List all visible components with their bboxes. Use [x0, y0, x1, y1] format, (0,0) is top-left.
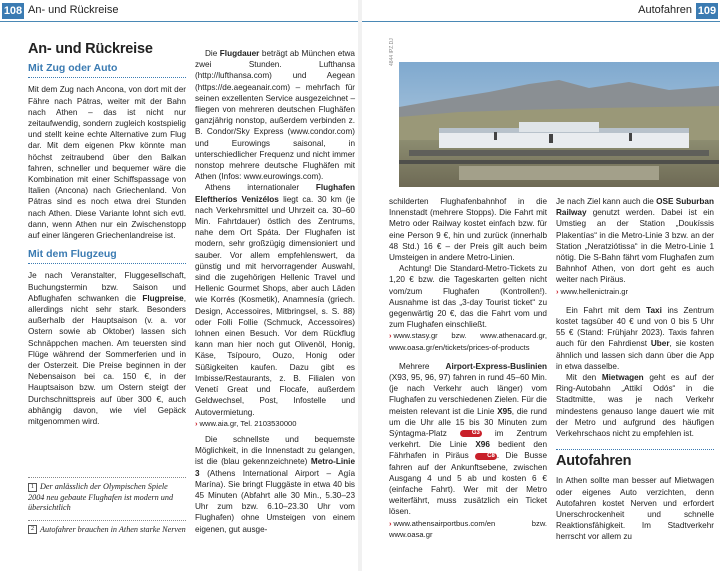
section-heading-train-car: Mit Zug oder Auto [28, 63, 186, 78]
caption-number: 1 [28, 483, 37, 492]
right-page-number: 109 [697, 5, 717, 17]
paragraph: Die Flugdauer beträgt ab München etwa zwei Stunden. Lufthansa (http://lufthansa.com) und Aegean (https://de.aegeanair.com) – mehrfach für seinen exzellenten Service ausgezeichnet – fliegen von mehreren deutschen Flughäfen ganzjährig nonstop, außerdem verbinden z. B. Condor/Sky Express (www.condor.com) und Eurowings saisonal, in unterschiedlicher Frequenz und nicht immer nonstop mehrere deutsche Flughäfen mit Athen (Infos: www.eurowings.com). [195, 49, 355, 182]
arrow-icon: › [195, 418, 198, 428]
right-page-header [362, 0, 720, 22]
column-2 [195, 48, 355, 535]
section-title-autofahren: Autofahren [556, 449, 714, 467]
column-1 [28, 42, 186, 535]
map-grid-badge: C8 [475, 453, 497, 460]
paragraph: Achtung! Die Standard-Metro-Tickets zu 1,20 € bzw. die Tageskarten gelten nicht vom/zum Flughafen (Kontrollen!). Ausnahme ist das „3-day Tourist ticket“ zu gegenwärtig 20 €, das die Fahrt vom und zum Flughafen einschließt. [389, 264, 547, 330]
photo-credit: 4844 IPZ.DJ [389, 38, 395, 66]
info-link[interactable]: › www.hellenictrain.gr [556, 286, 629, 296]
paragraph: schilderten Flughafenbahnhof in die Innenstadt (mehrere Stopps). Die Fahrt mit Metro oder Railway kostet einfach bzw. für eine Person 9 €, hin und zurück (innerhalb 48 Std.) 16 € – der Preis gilt auch beim Umsteigen in andere Metro-Linien. [389, 197, 547, 263]
column-3 [389, 196, 547, 540]
paragraph: Mehrere Airport-Express-Buslinien (X93, 95, 96, 97) fahren in rund 45–60 Min. (je nach Verkehr auch länger) vom Flughafen zu verschiedenen Zielen. Für die meisten relevant ist die Linie X95, die rund um die Uhr alle 15 bis 30 Minuten zum Sýntagma-Platz G3 im Zentrum verkehrt. Die Linie X96 bedient den Fährhafen in Piräus C8 . Die Busse fahren auf der Ankunftsebene, zwischen Ausgang 4 und 5 ab und kosten 6 € (einfache Fahrt). Wer mit der Metro weiterfährt, muss zusätzlich ein Ticket lösen. [389, 361, 547, 517]
left-page-header [0, 0, 358, 22]
paragraph: Athens internationaler Flughafen Eleftheríos Venizélos liegt ca. 30 km (je nach Verkehrsmittel und Uhrzeit ca. 30–60 Min. Fahrtdauer) östlich des Zentrums, nahe dem Ort Spáta. Der Flughafen ist modern, sehr großzügig dimensioniert und sauber. Vor allem empfehlenswert, da günstig und mit hervorragender Auswahl, sind die zugehörigen Hellenic Travel und Hellenic Gourmet Shops, aber auch Läden wie Korrés (Kosmetik), Anamnesía (griech. Design, Accessoires, Mitbringsel, s. S. 88) oder Folli Follie (Schmuck, Accessoires) lohnen einen Besuch. Vor dem Rückflug kann man hier noch gut Olivenöl, Honig, Käse, Tsípouro, Ouzo, Honig oder Süßigkeiten kaufen. Dazu gibt es Imbisse/Restaurants, z. B. Filialen von Venetí Great und Flocafe, außerdem Geldwechsel, Post, Infostelle und Autovermietung. [195, 183, 356, 417]
photo-caption-2: 2 Autofahrer brauchen in Athen starke Nerven [28, 520, 186, 536]
airport-photo [399, 62, 719, 187]
chapter-title: An- und Rückreise [28, 41, 153, 57]
right-running-title: Autofahren [638, 4, 692, 16]
photo-caption-1: 1 Der anlässlich der Olympischen Spiele 2004 neu gebaute Flughafen ist modern und übersichtlich [28, 477, 186, 514]
arrow-icon: › [389, 518, 392, 528]
paragraph: Ein Fahrt mit dem Taxi ins Zentrum kostet tagsüber 40 € und von 0 bis 5 Uhr 55 € (Stand: Frühjahr 2023). Taxis fahren auch für den Fahrdienst Uber, sie kosten ähnlich und lassen sich dann über die App in etwa dasselbe. [556, 305, 714, 371]
info-link[interactable]: › www.aia.gr, Tel. 2103530000 [195, 418, 297, 428]
info-link[interactable]: › www.athensairportbus.com/en bzw. www.oasa.gr [389, 518, 547, 539]
paragraph: Mit dem Zug nach Ancona, von dort mit der Fähre nach Pátras, weiter mit der Bahn nach Athen – das ist nicht nur zeitaufwendig, sondern zugleich kostspielig und stellt keine echte Alternative zum Flug dar. Mit dem eigenen Pkw könnte man höchst zeitraubend über den Balkan fahren, schneller und bequemer wäre die Kombination mit einer Schiffspassage von Italien (Ancona) nach Griechenland. Von Pátras sind es noch etwa drei Stunden nach Athen. Diese Variante lohnt sich evtl. dann, wenn Athen nur ein Zwischenstopp auf einer längeren Griechenlandreise ist. [28, 85, 186, 241]
caption-number: 2 [28, 525, 37, 534]
map-grid-badge: G3 [460, 430, 482, 437]
left-page-number: 108 [3, 5, 23, 17]
info-link[interactable]: › www.stasy.gr bzw. www.athenacard.gr, www.oasa.gr/en/tickets/prices-of-products [389, 331, 547, 352]
arrow-icon: › [556, 286, 559, 296]
paragraph: In Athen sollte man besser auf Mietwagen oder eigenes Auto verzichten, denn Autofahren kostet Nerven und erfordert Unerschrockenheit und schnelle Reaktionsfähigkeit. Im Stadtverkehr herrscht vor allem zu [556, 476, 714, 542]
page-gutter [358, 0, 362, 571]
section-heading-plane: Mit dem Flugzeug [28, 249, 186, 264]
column-4 [556, 196, 714, 543]
arrow-icon: › [389, 331, 392, 341]
paragraph: Je nach Ziel kann auch die OSE Suburban Railway genutzt werden. Dabei ist ein Umstieg an der Station „Doukíssis Plakentías“ in die Metro-Linie 3 bzw. an der Station „Neratziótissa“ in die Metro-Linie 1 nötig. Die S-Bahn fährt vom Flughafen zum Bahnhof Athen, von dort geht es auch weiter nach Piräus. [556, 197, 714, 285]
paragraph: Die schnellste und bequemste Möglichkeit, in die Innenstadt zu gelangen, ist die (blau gekennzeichnete) Metro-Linie 3 (Athens International Airport – Agía Marína). Sie bringt Fluggäste in etwa 40 bis 45 Minuten (Abfahrt alle 30 Min., 5.30–23 Uhr zum bzw. 6.10–23.30 Uhr vom Flughafen) ohne Umsteigen von einem eigenen, gut ausge- [195, 434, 355, 534]
paragraph: Je nach Veranstalter, Fluggesellschaft, Buchungstermin bzw. Saison und Abflughafen schwanken die Flugpreise, allerdings nicht sehr stark. Besonders außerhalb der Hauptsaison (v. a. vor Ostern sowie ab Oktober) lassen sich Schnäppchen machen. Am teuersten sind Flüge während der Sommerferien und in der Osterzeit. Die Preise beginnen in der Nebensaison bei ca. 150 €, in der Hauptsaison bzw. um Ostern steigt der Durchschnittspreis auf über 300 €, auch abhängig davon, wie viel Gepäck mitgenommen wird. [28, 271, 186, 427]
left-running-title: An- und Rückreise [28, 4, 119, 16]
paragraph: Mit den Mietwagen geht es auf der Ring-Autobahn „Attikí Odós“ in die Stadtmitte, was je nach Verkehr mindestens genauso lange dauert wie mit der Metro und aufgrund des häufigen Verkehrschaos nicht zu empfehlen ist. [556, 373, 714, 439]
